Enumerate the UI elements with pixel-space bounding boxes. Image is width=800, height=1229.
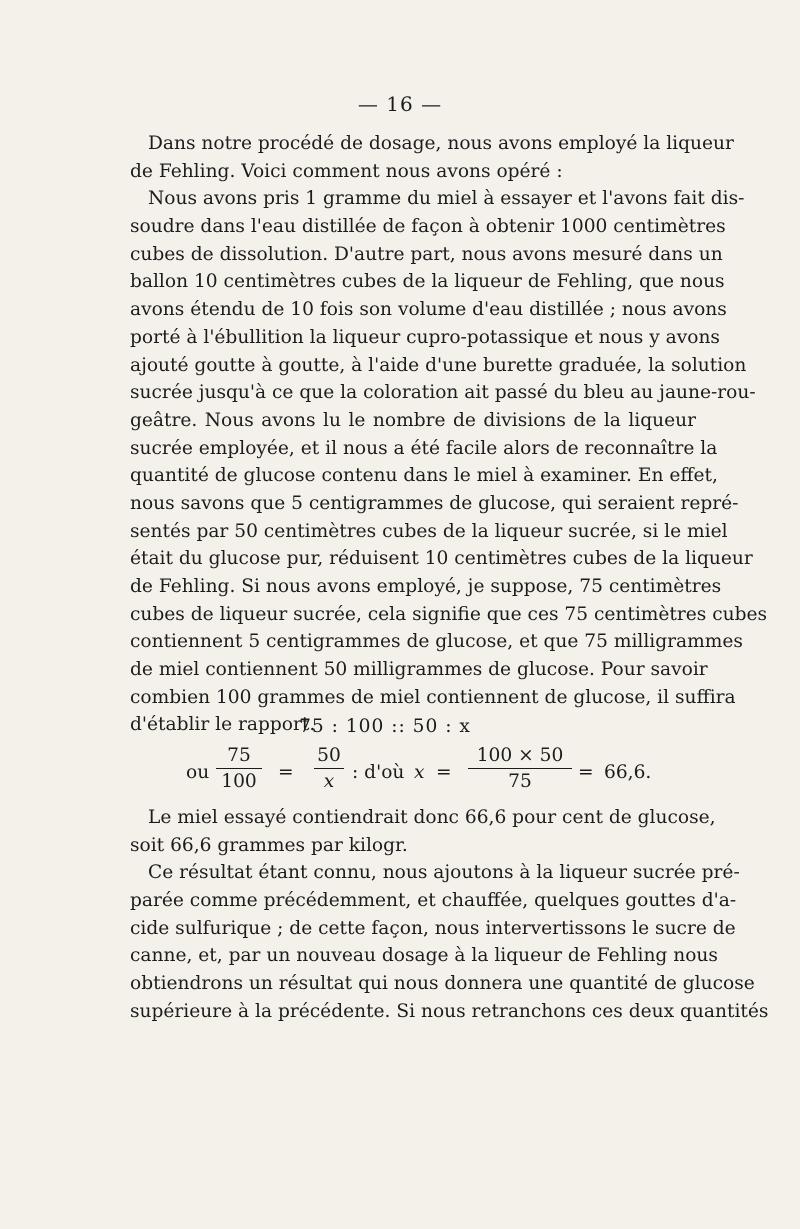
- text-line: était du glucose pur, réduisent 10 centimètres cubes de la liqueur: [130, 548, 753, 570]
- equals-sign-3: =: [578, 762, 594, 783]
- page-number: — 16 —: [357, 92, 443, 116]
- equation-middle-text: : d'où: [352, 762, 405, 783]
- text-line: combien 100 grammes de miel contiennent de glucose, il suffira: [130, 686, 736, 708]
- text-line: de miel contiennent 50 milligrammes de glucose. Pour savoir: [130, 659, 708, 681]
- text-line: cubes de liqueur sucrée, cela signifie que ces 75 centimètres cubes: [130, 603, 768, 625]
- text-line: obtiendrons un résultat qui nous donnera une quantité de glucose: [130, 973, 755, 995]
- fraction-2: [314, 744, 344, 793]
- ratio-text: 75 : 100 :: 50 : x: [299, 716, 471, 737]
- text-line: d'établir le rapport.: [130, 714, 316, 736]
- text-line: contiennent 5 centigrammes de glucose, et que 75 milligrammes: [130, 631, 743, 653]
- ratio-formula: [0, 716, 800, 737]
- equation: [186, 744, 666, 802]
- paragraph-block-2: [130, 804, 769, 1026]
- paragraph-block-1: [130, 130, 768, 739]
- text-line: parée comme précédemment, et chauffée, quelques gouttes d'a-: [130, 890, 737, 912]
- text-line: cubes de dissolution. D'autre part, nous avons mesuré dans un: [130, 243, 723, 265]
- text-line: Ce résultat étant connu, nous ajoutons à la liqueur sucrée pré-: [148, 862, 740, 884]
- text-line: porté à l'ébullition la liqueur cupro-potassique et nous y avons: [130, 326, 720, 348]
- text-line: nous savons que 5 centigrammes de glucose, qui seraient repré-: [130, 492, 739, 514]
- text-line: cide sulfurique ; de cette façon, nous intervertissons le sucre de: [130, 917, 736, 939]
- fraction-3-denominator: 75: [508, 771, 532, 792]
- text-line: quantité de glucose contenu dans le miel à examiner. En effet,: [130, 465, 718, 487]
- text-line: canne, et, par un nouveau dosage à la liqueur de Fehling nous: [130, 945, 718, 967]
- fraction-3-numerator: 100 × 50: [468, 744, 572, 769]
- text-line: Le miel essayé contiendrait donc 66,6 pour cent de glucose,: [148, 807, 716, 828]
- text-line: sucrée employée, et il nous a été facile alors de reconnaître la: [130, 437, 718, 459]
- text-line: sentés par 50 centimètres cubes de la liqueur sucrée, si le miel: [130, 520, 728, 542]
- equation-variable: x: [414, 762, 425, 783]
- equals-sign-1: =: [278, 762, 294, 783]
- text-line: supérieure à la précédente. Si nous retranchons ces deux quantités: [130, 1000, 769, 1022]
- text-line: ajouté goutte à goutte, à l'aide d'une burette graduée, la solution: [130, 354, 747, 376]
- equation-prefix: ou: [186, 762, 210, 783]
- fraction-3: [468, 744, 572, 793]
- fraction-2-numerator: 50: [314, 744, 344, 769]
- text-line: Nous avons pris 1 gramme du miel à essayer et l'avons fait dis-: [148, 188, 745, 210]
- equals-sign-2: =: [436, 762, 452, 783]
- text-line: soudre dans l'eau distillée de façon à obtenir 1000 centimètres: [130, 216, 726, 238]
- text-line: Dans notre procédé de dosage, nous avons employé la liqueur: [148, 133, 734, 154]
- text-line: sucrée jusqu'à ce que la coloration ait passé du bleu au jaune-rou-: [130, 382, 756, 404]
- text-line: avons étendu de 10 fois son volume d'eau distillée ; nous avons: [130, 299, 727, 321]
- text-line: de Fehling. Voici comment nous avons opéré :: [130, 160, 563, 182]
- text-line: ballon 10 centimètres cubes de la liqueur de Fehling, que nous: [130, 271, 725, 293]
- fraction-2-denominator: x: [323, 771, 335, 792]
- fraction-1-denominator: 100: [221, 771, 257, 792]
- text-line: geâtre. Nous avons lu le nombre de divisions de la liqueur: [130, 409, 696, 431]
- fraction-1: [216, 744, 262, 793]
- text-line: de Fehling. Si nous avons employé, je suppose, 75 centimètres: [130, 576, 722, 597]
- equation-result: 66,6.: [604, 762, 652, 783]
- text-line: soit 66,6 grammes par kilogr.: [130, 834, 408, 856]
- fraction-1-numerator: 75: [216, 744, 262, 769]
